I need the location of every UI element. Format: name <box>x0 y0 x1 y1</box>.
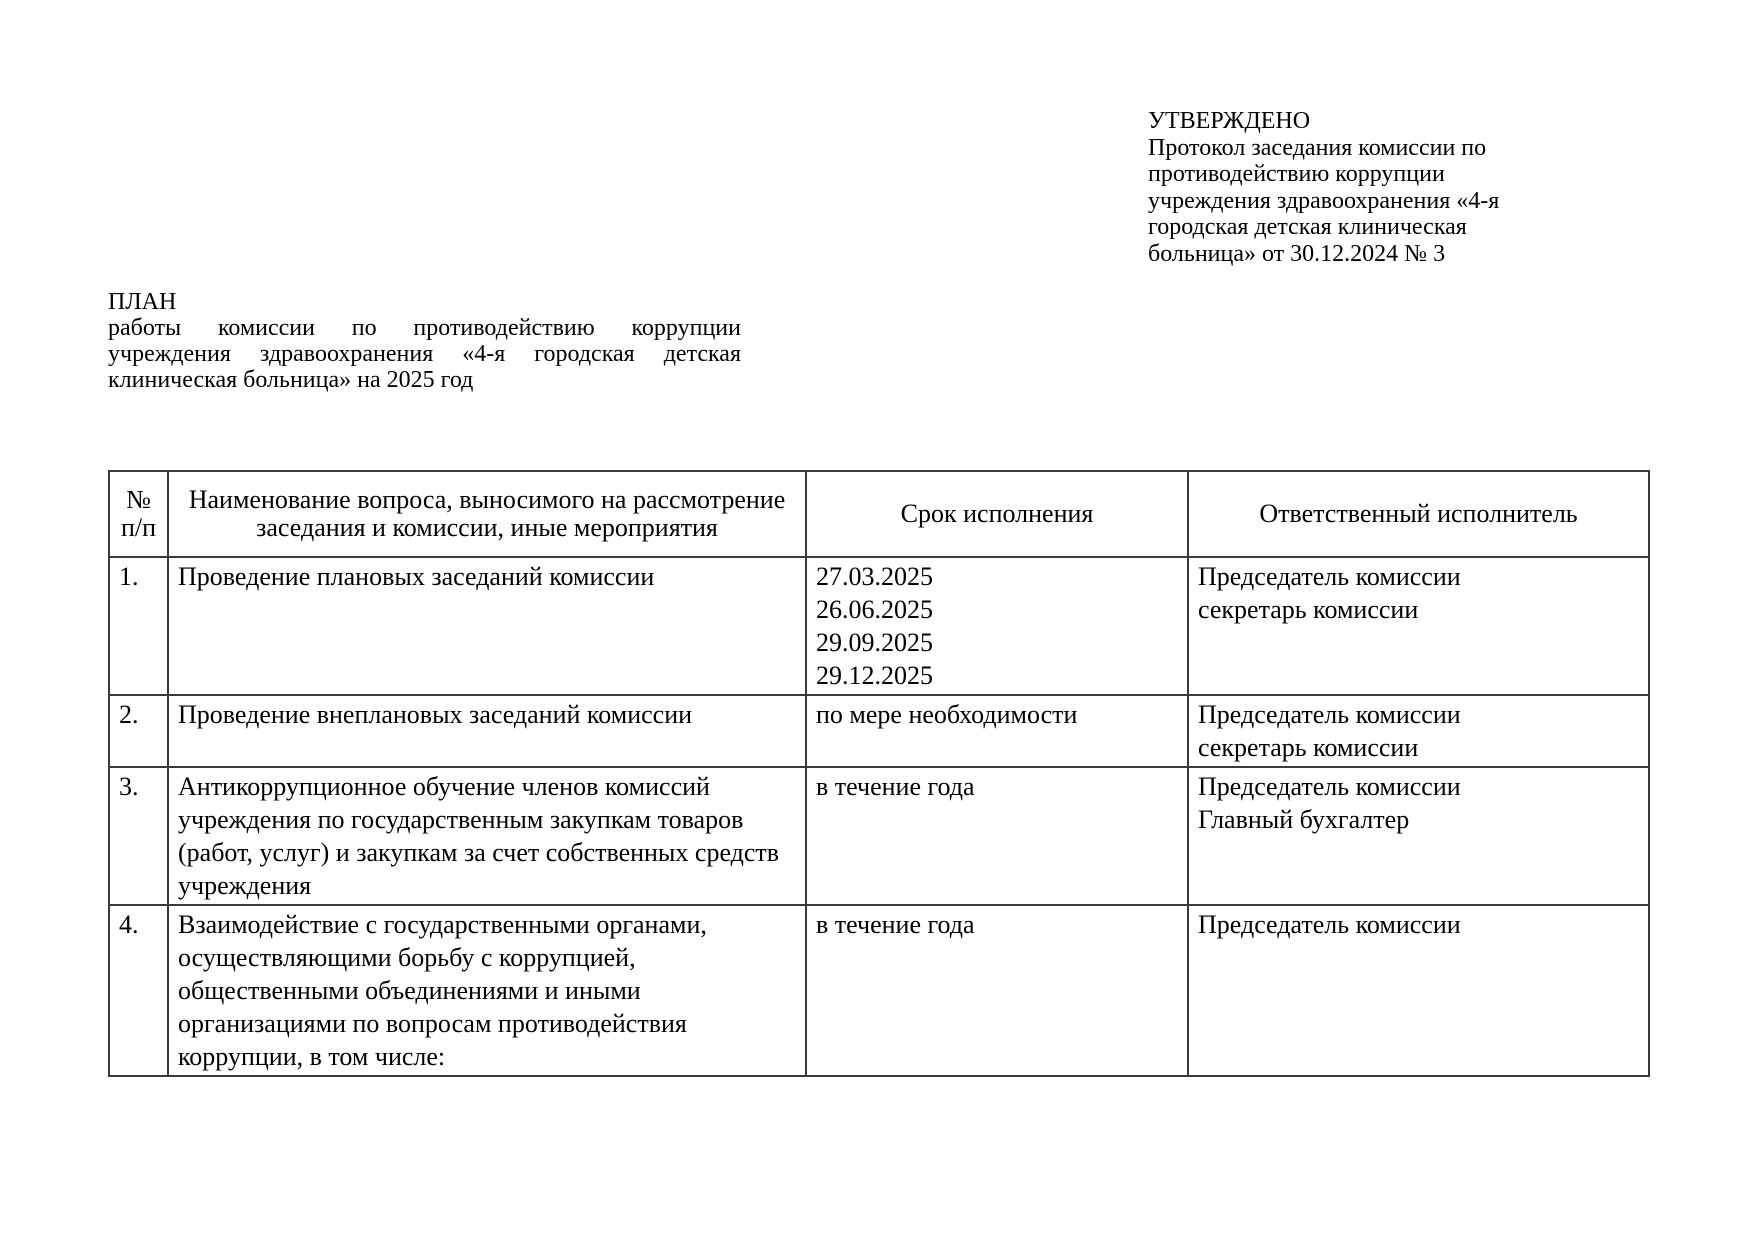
text-line: по мере необходимости <box>816 700 1078 729</box>
row-number: 4. <box>109 905 168 1076</box>
text-line: Председатель комиссии <box>1198 772 1461 801</box>
row-responsible <box>1188 557 1649 695</box>
row-topic: Антикоррупционное обучение членов комиссий учреждения по государственным закупкам товаров (работ, услуг) и закупкам за счет собственных средств учреждения <box>168 767 806 905</box>
row-responsible <box>1188 767 1649 905</box>
row-responsible <box>1188 905 1649 1076</box>
col-header-responsible: Ответственный исполнитель <box>1188 471 1649 557</box>
text-line: противодействию коррупции <box>1148 161 1445 187</box>
text-line: Председатель комиссии <box>1198 700 1461 729</box>
col-header-deadline: Срок исполнения <box>806 471 1188 557</box>
table-row <box>109 557 1649 695</box>
table-row <box>109 695 1649 767</box>
plan-table <box>108 470 1650 1077</box>
approval-block <box>1148 108 1578 267</box>
text-line: работы комиссии по противодействию коррупции <box>108 315 741 341</box>
row-responsible <box>1188 695 1649 767</box>
text-line: клиническая больница» на 2025 год <box>108 367 474 393</box>
col-header-topic: Наименование вопроса, выносимого на рассмотрение заседания и комиссии, иные мероприятия <box>168 471 806 557</box>
text-line: 29.09.2025 <box>816 628 933 657</box>
row-deadline <box>806 905 1188 1076</box>
row-topic: Взаимодействие с государственными органами, осуществляющими борьбу с коррупцией, общественными объединениями и иными организациями по вопросам противодействия коррупции, в том числе: <box>168 905 806 1076</box>
text-line: 29.12.2025 <box>816 661 933 690</box>
text-line: Председатель комиссии <box>1198 910 1461 939</box>
row-number: 2. <box>109 695 168 767</box>
row-topic: Проведение внеплановых заседаний комиссии <box>168 695 806 767</box>
text-line: 27.03.2025 <box>816 562 933 591</box>
row-deadline <box>806 767 1188 905</box>
row-deadline <box>806 695 1188 767</box>
row-number: 3. <box>109 767 168 905</box>
row-number: 1. <box>109 557 168 695</box>
text-line: п/п <box>120 513 157 542</box>
table-header-row <box>109 471 1649 557</box>
text-line: 26.06.2025 <box>816 595 933 624</box>
text-line: Председатель комиссии <box>1198 562 1461 591</box>
text-line: учреждения здравоохранения «4-я городская детская <box>108 341 741 367</box>
text-line: № <box>126 485 151 514</box>
text-line: городская детская клиническая <box>1148 214 1467 240</box>
table-row <box>109 767 1649 905</box>
table-row <box>109 905 1649 1076</box>
text-line: учреждения здравоохранения «4-я <box>1148 187 1500 214</box>
text-line: Главный бухгалтер <box>1198 805 1410 834</box>
document-title <box>108 289 741 393</box>
col-header-number <box>109 471 168 557</box>
text-line: в течение года <box>816 910 975 939</box>
text-line: УТВЕРЖДЕНО <box>1148 108 1311 134</box>
text-line: ПЛАН <box>108 289 177 315</box>
text-line: больница» от 30.12.2024 № 3 <box>1148 240 1446 267</box>
text-line: в течение года <box>816 772 975 801</box>
text-line: секретарь комиссии <box>1198 595 1419 624</box>
text-line: секретарь комиссии <box>1198 733 1419 762</box>
row-topic: Проведение плановых заседаний комиссии <box>168 557 806 695</box>
plan-table-container <box>108 470 1650 1077</box>
text-line: Протокол заседания комиссии по <box>1148 134 1487 161</box>
row-deadline <box>806 557 1188 695</box>
